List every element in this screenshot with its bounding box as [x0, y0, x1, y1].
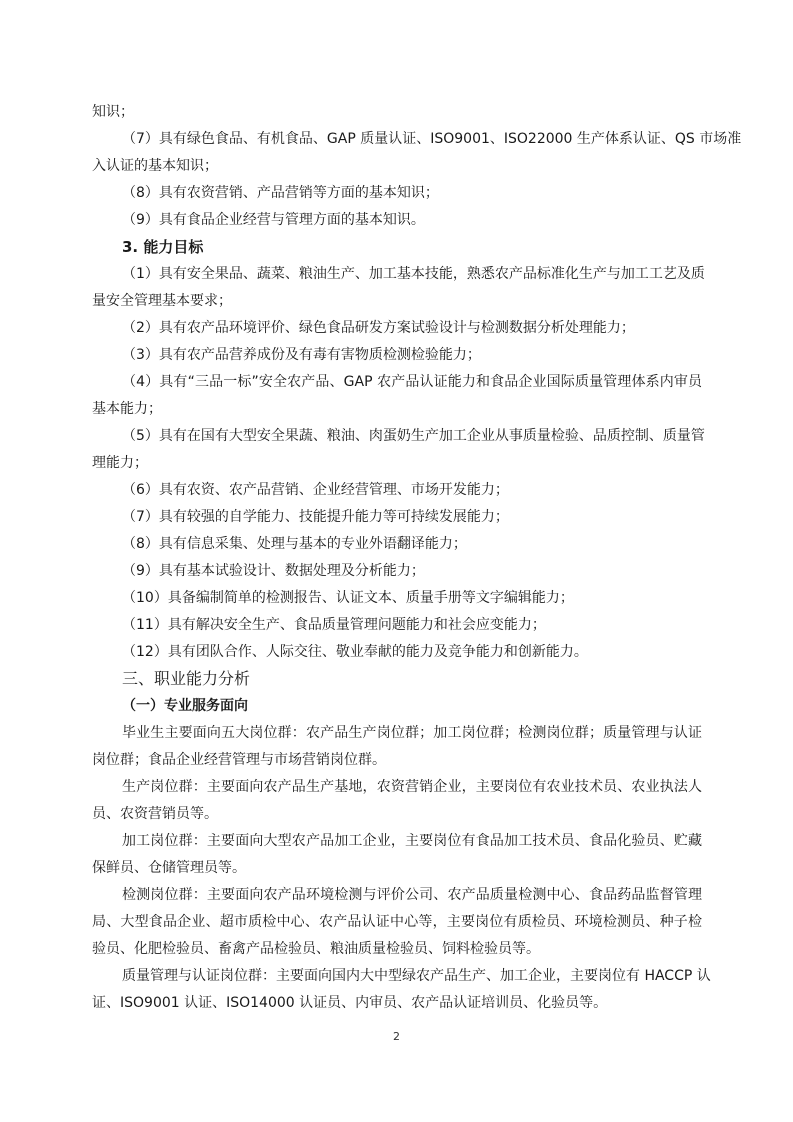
text-line: 理能力； — [92, 455, 148, 471]
paragraph-line: 验员、化肥检验员、畜禽产品检验员、粮油质量检验员、饲料检验员等。 — [92, 941, 540, 957]
list-item-ability-8: （8）具有信息采集、处理与基本的专业外语翻译能力； — [122, 536, 467, 552]
list-item-knowledge-8: （8）具有农资营销、产品营销等方面的基本知识； — [122, 185, 439, 201]
text-line: 知识； — [92, 104, 134, 120]
paragraph-line: 岗位群；食品企业经营管理与市场营销岗位群。 — [92, 752, 386, 768]
paragraph-line: 毕业生主要面向五大岗位群：农产品生产岗位群；加工岗位群；检测岗位群；质量管理与认证 — [122, 725, 702, 741]
list-item-ability-2: （2）具有农产品环境评价、绿色食品研发方案试验设计与检测数据分析处理能力； — [122, 320, 635, 336]
subsection-heading-service-orientation: （一）专业服务面向 — [122, 698, 248, 714]
paragraph-line: 生产岗位群：主要面向农产品生产基地，农资营销企业，主要岗位有农业技术员、农业执法人 — [122, 779, 702, 795]
text-line: 量安全管理基本要求； — [92, 293, 232, 309]
list-item-ability-7: （7）具有较强的自学能力、技能提升能力等可持续发展能力； — [122, 509, 509, 525]
paragraph-line: 加工岗位群：主要面向大型农产品加工企业，主要岗位有食品加工技术员、食品化验员、贮藏 — [122, 833, 702, 849]
list-item-ability-3: （3）具有农产品营养成份及有毒有害物质检测检验能力； — [122, 347, 481, 363]
page-number: 2 — [393, 1030, 400, 1043]
text-line: 基本能力； — [92, 401, 162, 417]
paragraph-line: 局、大型食品企业、超市质检中心、农产品认证中心等，主要岗位有质检员、环境检测员、种子检 — [92, 914, 702, 930]
section-heading-ability-goals: 3. 能力目标 — [122, 238, 204, 256]
text-line: 入认证的基本知识； — [92, 158, 218, 174]
paragraph-line: 检测岗位群：主要面向农产品环境检测与评价公司、农产品质量检测中心、食品药品监督管理 — [122, 887, 702, 903]
list-item-ability-9: （9）具有基本试验设计、数据处理及分析能力； — [122, 563, 425, 579]
list-item-ability-6: （6）具有农资、农产品营销、企业经营管理、市场开发能力； — [122, 482, 509, 498]
chapter-heading-career-ability-analysis: 三、职业能力分析 — [122, 669, 251, 688]
list-item-knowledge-7: （7）具有绿色食品、有机食品、GAP 质量认证、ISO9001、ISO22000 生产体系认证、QS 市场准 — [122, 131, 742, 147]
paragraph-line: 员、农资营销员等。 — [92, 806, 218, 822]
paragraph-line: 证、ISO9001 认证、ISO14000 认证员、内审员、农产品认证培训员、化验员等。 — [92, 995, 608, 1011]
list-item-ability-12: （12）具有团队合作、人际交往、敬业奉献的能力及竞争能力和创新能力。 — [122, 644, 588, 660]
paragraph-line: 质量管理与认证岗位群：主要面向国内大中型绿农产品生产、加工企业，主要岗位有 HACCP 认 — [122, 968, 711, 984]
list-item-ability-4: （4）具有“三品一标”安全农产品、GAP 农产品认证能力和食品企业国际质量管理体系内审员 — [122, 374, 702, 390]
list-item-knowledge-9: （9）具有食品企业经营与管理方面的基本知识。 — [122, 212, 425, 228]
list-item-ability-10: （10）具备编制简单的检测报告、认证文本、质量手册等文字编辑能力； — [122, 590, 574, 606]
list-item-ability-11: （11）具有解决安全生产、食品质量管理问题能力和社会应变能力； — [122, 617, 546, 633]
list-item-ability-5: （5）具有在国有大型安全果蔬、粮油、肉蛋奶生产加工企业从事质量检验、品质控制、质量管 — [122, 428, 705, 444]
list-item-ability-1: （1）具有安全果品、蔬菜、粮油生产、加工基本技能，熟悉农产品标准化生产与加工工艺及质 — [122, 266, 705, 282]
paragraph-line: 保鲜员、仓储管理员等。 — [92, 860, 246, 876]
